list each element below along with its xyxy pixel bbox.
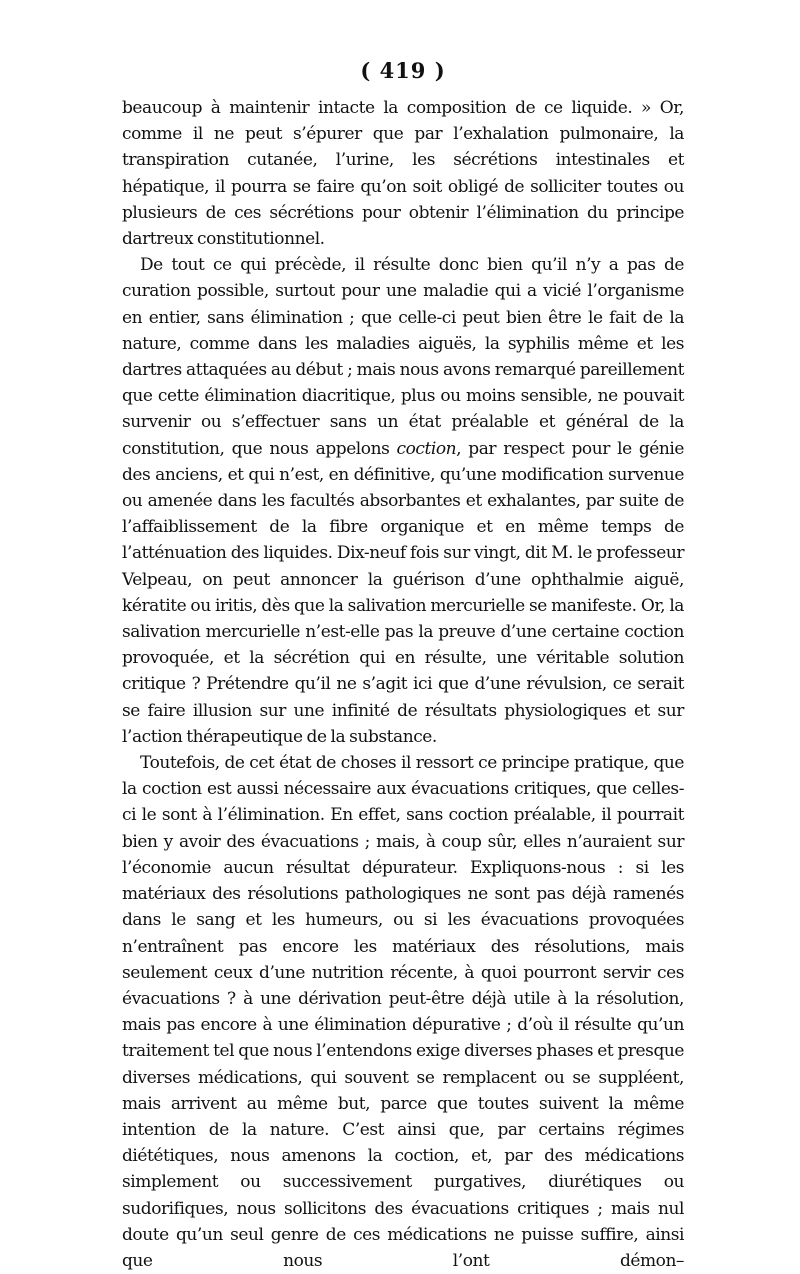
paragraph-1: beaucoup à maintenir intacte la composition de ce liquide. » Or, comme il ne peut s’épurer que par l’exhalation pulmonaire, la transpiration cutanée, l’urine, les sécrétions intestinales et hépatique, il pourra se faire qu’on soit obligé de solliciter toutes ou plusieurs de ces sécrétions pour obtenir l’élimination du principe dartreux constitutionnel. (122, 98, 684, 250)
page-number: ( 419 ) (360, 58, 446, 83)
paragraph-2 (122, 252, 684, 750)
book-page (122, 58, 684, 1274)
emphasis-coction: coction (396, 438, 457, 459)
paragraph-2-text-before: De tout ce qui précède, il résulte donc bien qu’il n’y a pas de curation possible, surtout pour une maladie qui a vicié l’organisme en entier, sans élimination ; que celle-ci peut bien être le fait de la nature, comme dans les maladies aiguës, la syphilis même et les dartres attaquées au début ; mais nous avons remarqué pareillement que cette élimination diacritique, plus ou moins sensible, ne pouvait survenir ou s’effectuer sans un état préalable et général de la constitution, que nous appelons (122, 255, 684, 459)
paragraph-3: Toutefois, de cet état de choses il ressort ce principe pratique, que la coction est aussi nécessaire aux évacuations critiques, que celles-ci le sont à l’élimination. En effet, sans coction préalable, il pourrait bien y avoir des évacuations ; mais, à coup sûr, elles n’auraient sur l’économie aucun résultat dépurateur. Expliquons-nous : si les matériaux des résolutions pathologiques ne sont pas déjà ramenés dans le sang et les humeurs, ou si les évacuations provoquées n’entraînent pas encore les matériaux des résolutions, mais seulement ceux d’une nutrition récente, à quoi pourront servir ces évacuations ? à une dérivation peut-être déjà utile à la résolution, mais pas encore à une élimination dépurative ; d’où il résulte qu’un traitement tel que nous l’entendons exige diverses phases et presque diverses médications, qui souvent se remplacent ou se suppléent, mais arrivent au même but, parce que toutes suivent la même intention de la nature. C’est ainsi que, par certains régimes diététiques, nous amenons la coction, et, par des médications simplement ou successivement purgatives, diurétiques ou sudorifiques, nous sollicitons des évacuations critiques ; mais nul doute qu’un seul genre de ces médications ne puisse suffire, ainsi que nous l’ont démon– (122, 753, 684, 1271)
paragraph-2-text-after: , par respect pour le génie des anciens, et qui n’est, en définitive, qu’une modification survenue ou amenée dans les facultés absorbantes et exhalantes, par suite de l’affaiblissement de la fibre organique et en même temps de l’atténuation des liquides. Dix-neuf fois sur vingt, dit M. le professeur Velpeau, on peut annoncer la guérison d’une ophthalmie aiguë, kératite ou iritis, dès que la salivation mercurielle se manifeste. Or, la salivation mercurielle n’est-elle pas la preuve d’une certaine coction provoquée, et la sécrétion qui en résulte, une véritable solution critique ? Prétendre qu’il ne s’agit ici que d’une révulsion, ce serait se faire illusion sur une infinité de résultats physiologiques et sur l’action thérapeutique de la substance. (122, 438, 685, 747)
